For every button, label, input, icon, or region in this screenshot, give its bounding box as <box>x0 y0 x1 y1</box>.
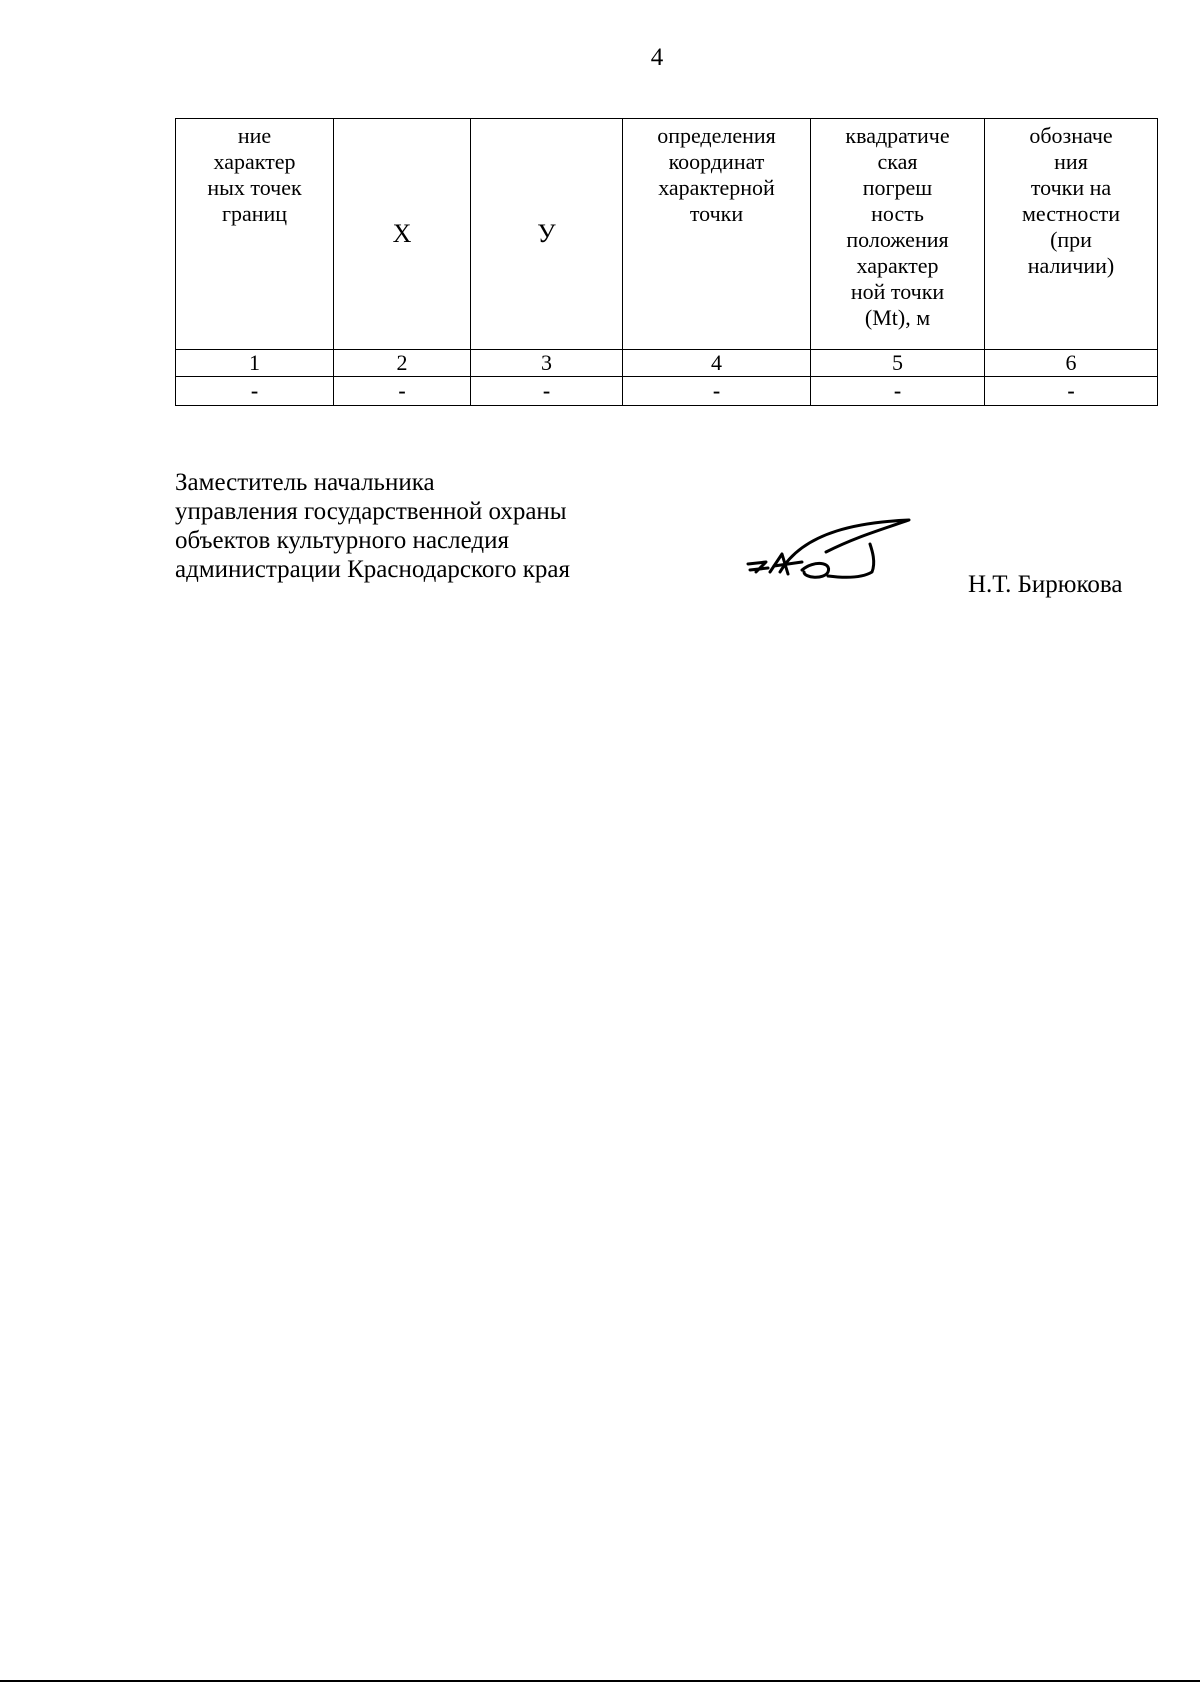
header-cell-y: У <box>471 119 623 350</box>
column-number: 5 <box>811 350 985 377</box>
column-number: 3 <box>471 350 623 377</box>
page-number: 4 <box>650 44 664 71</box>
table-cell: - <box>334 377 471 406</box>
footer-divider <box>0 1680 1200 1682</box>
header-cell-marking: обозначе ния точки на местности (при наличии) <box>985 119 1158 350</box>
column-number: 1 <box>176 350 334 377</box>
column-number: 2 <box>334 350 471 377</box>
header-cell-x: X <box>334 119 471 350</box>
table-cell: - <box>471 377 623 406</box>
table-cell: - <box>176 377 334 406</box>
table-cell: - <box>985 377 1158 406</box>
header-cell-error: квадратиче ская погреш ность положения характер ной точки (Mt), м <box>811 119 985 350</box>
table-row <box>176 377 1158 406</box>
signer-position: Заместитель начальника управления государственной охраны объектов культурного наследия администрации Краснодарского края <box>175 469 571 583</box>
column-number: 4 <box>623 350 811 377</box>
signer-name: Н.Т. Бирюкова <box>968 571 1123 598</box>
column-number: 6 <box>985 350 1158 377</box>
header-cell-point-name: ние характер ных точек границ <box>176 119 334 350</box>
header-cell-method: определения координат характерной точки <box>623 119 811 350</box>
table-cell: - <box>811 377 985 406</box>
table-cell: - <box>623 377 811 406</box>
handwritten-signature <box>744 512 924 602</box>
table-header-row <box>176 119 1158 350</box>
coordinates-table <box>175 118 1158 406</box>
table-column-numbers-row <box>176 350 1158 377</box>
